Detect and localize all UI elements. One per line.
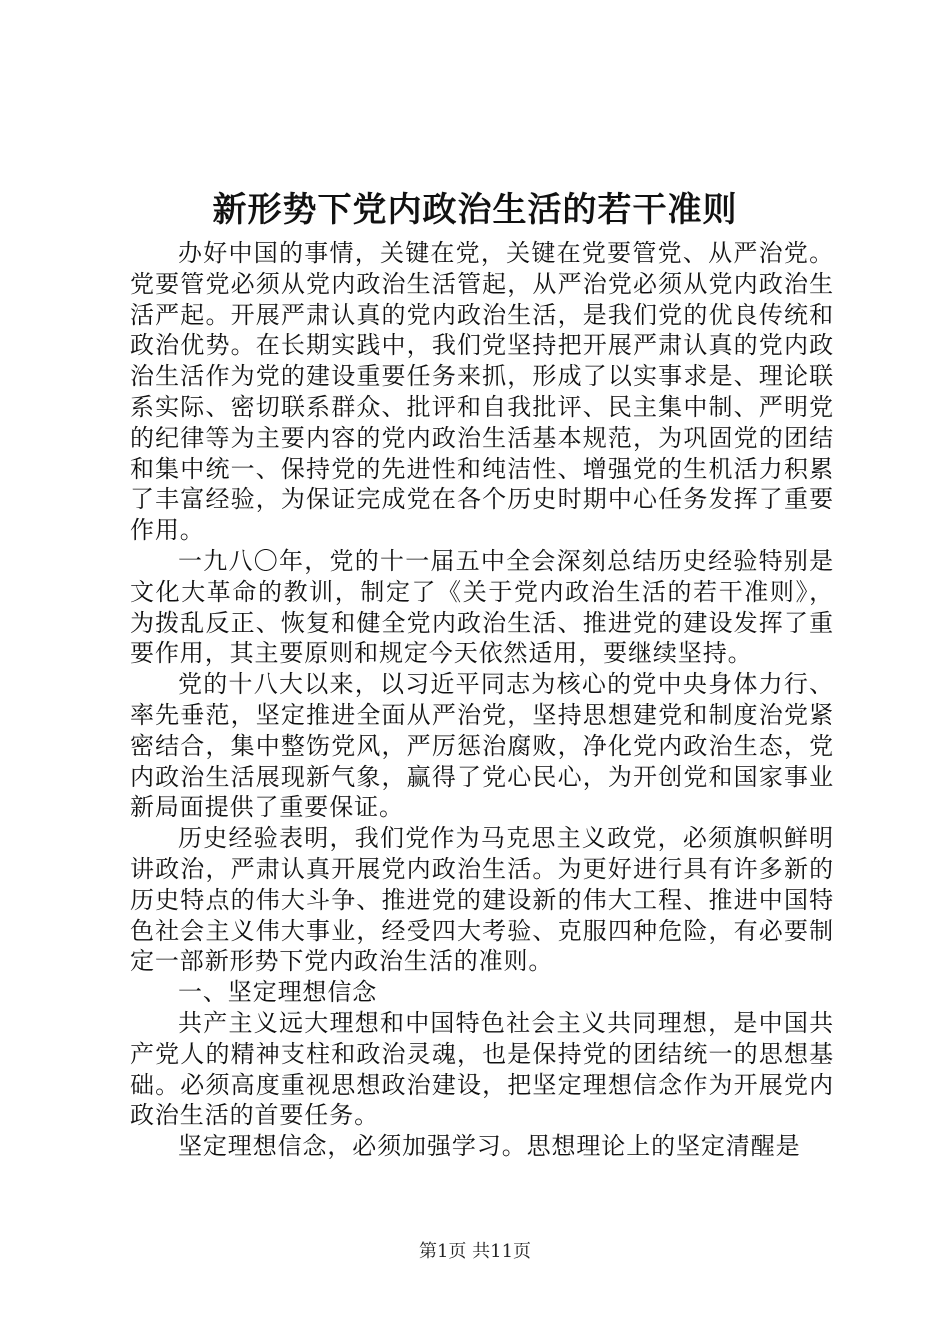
paragraph-1980: 一九八〇年，党的十一届五中全会深刻总结历史经验特别是文化大革命的教训，制定了《关于党内政治生活的若干准则》，为拨乱反正、恢复和健全党内政治生活、推进党的建设发挥了重要作用，其主要原则和规定今天依然适用，要继续坚持。 <box>130 546 834 668</box>
paragraph-ideals: 共产主义远大理想和中国特色社会主义共同理想，是中国共产党人的精神支柱和政治灵魂，也是保持党的团结统一的思想基础。必须高度重视思想政治建设，把坚定理想信念作为开展党内政治生活的首要任务。 <box>130 1008 834 1130</box>
paragraph-18th-congress: 党的十八大以来，以习近平同志为核心的党中央身体力行、率先垂范，坚定推进全面从严治党，坚持思想建党和制度治党紧密结合，集中整饬党风，严厉惩治腐败，净化党内政治生态，党内政治生活展现新气象，赢得了党心民心，为开创党和国家事业新局面提供了重要保证。 <box>130 670 834 822</box>
page-footer: 第1页 共11页 <box>418 1241 532 1262</box>
document-body <box>130 238 834 1162</box>
paragraph-intro: 办好中国的事情，关键在党，关键在党要管党、从严治党。党要管党必须从党内政治生活管起，从严治党必须从党内政治生活严起。开展严肃认真的党内政治生活，是我们党的优良传统和政治优势。在长期实践中，我们党坚持把开展严肃认真的党内政治生活作为党的建设重要任务来抓，形成了以实事求是、理论联系实际、密切联系群众、批评和自我批评、民主集中制、严明党的纪律等为主要内容的党内政治生活基本规范，为巩固党的团结和集中统一、保持党的先进性和纯洁性、增强党的生机活力积累了丰富经验，为保证完成党在各个历史时期中心任务发挥了重要作用。 <box>130 239 834 545</box>
paragraph-historical-experience: 历史经验表明，我们党作为马克思主义政党，必须旗帜鲜明讲政治，严肃认真开展党内政治生活。为更好进行具有许多新的历史特点的伟大斗争、推进党的建设新的伟大工程、推进中国特色社会主义伟大事业，经受四大考验、克服四种危险，有必要制定一部新形势下党内政治生活的准则。 <box>130 824 834 976</box>
document-title: 新形势下党内政治生活的若干准则 <box>212 190 738 230</box>
paragraph-study: 坚定理想信念，必须加强学习。思想理论上的坚定清醒是 <box>178 1132 801 1161</box>
section-heading-1: 一、坚定理想信念 <box>178 978 378 1007</box>
